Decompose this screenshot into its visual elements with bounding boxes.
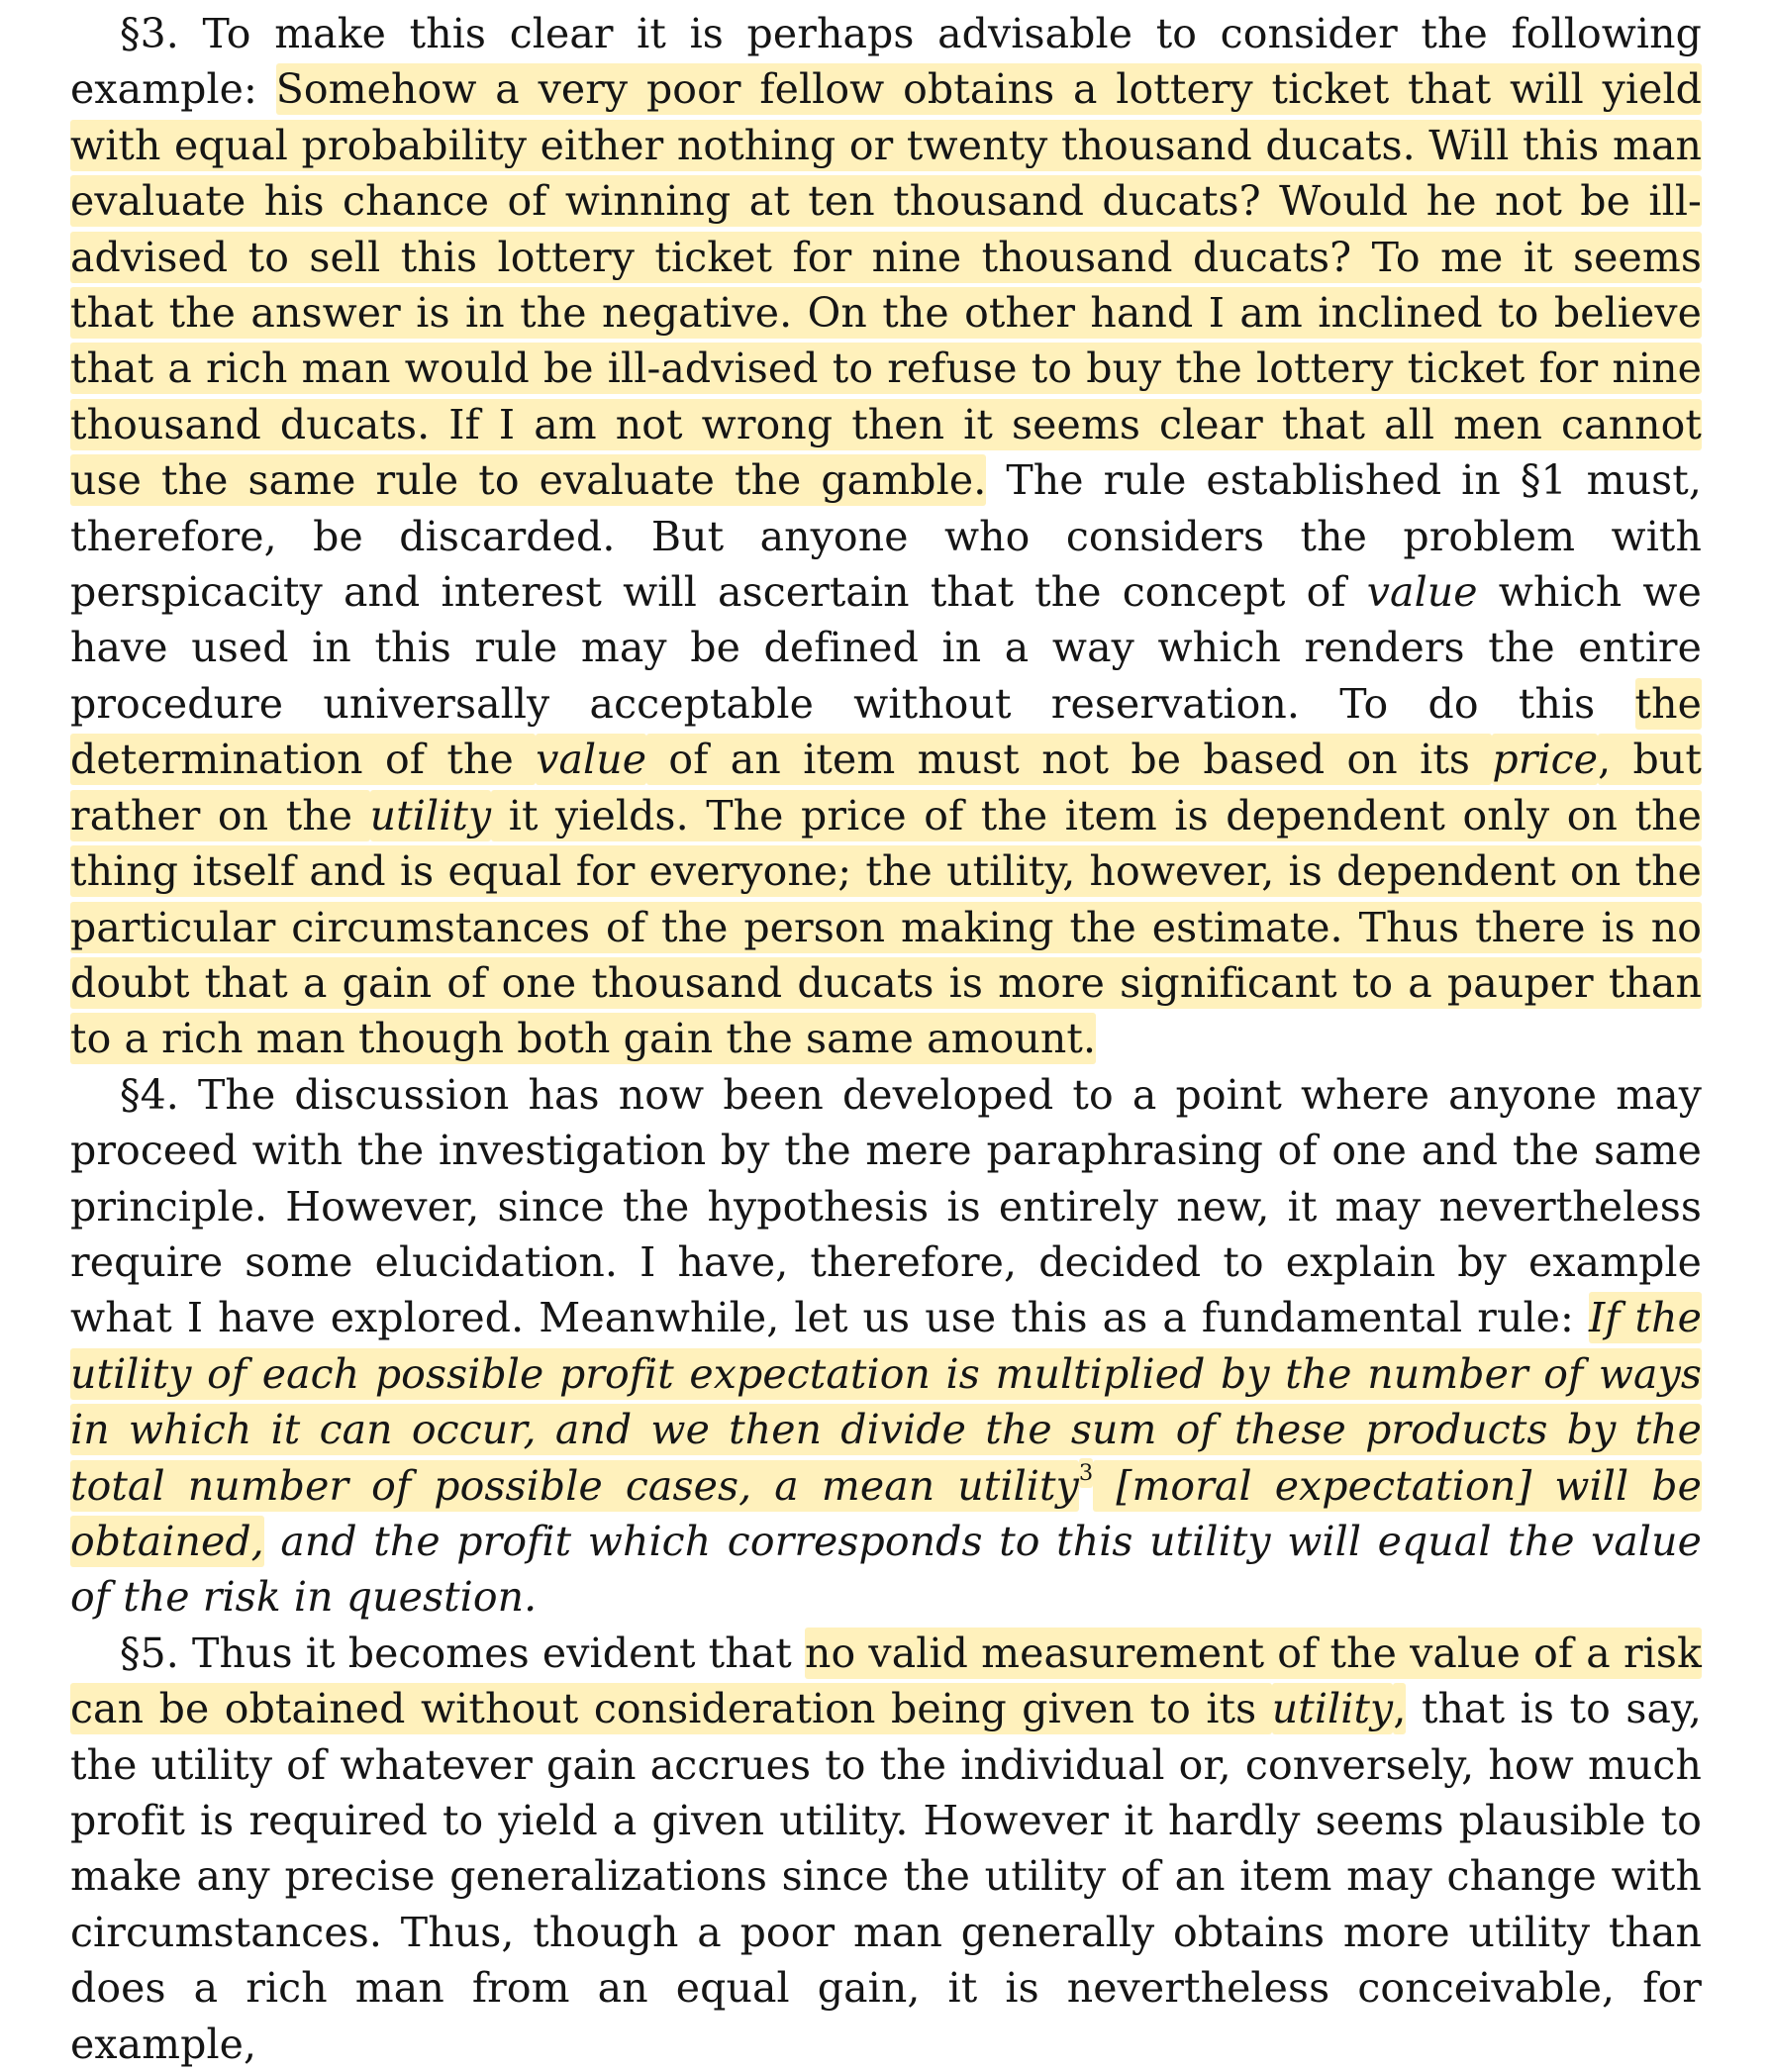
body-text: which we have used in this rule may be defined in a way which renders the entire procedure universally acceptable without reservation. To do this bbox=[70, 568, 1702, 728]
highlighted-text: utility bbox=[369, 791, 492, 839]
highlighted-text: it yields. The price of the item is dependent only on the thing itself and is equal for everyone; the utility, however, is dependent on the particular circumstances of the person making the estimate. Thus there is no doubt that a gain of one thousand ducats is more significant to a pauper than to a rich man though both gain the same amount. bbox=[70, 791, 1702, 1063]
footnote-marker: 3 bbox=[1078, 1460, 1094, 1487]
highlighted-text: [moral expectation] will be obtained, bbox=[70, 1461, 1702, 1565]
highlighted-text: utility bbox=[1271, 1685, 1394, 1733]
highlighted-text: Somehow a very poor fellow obtains a lottery ticket that will yield with equal probability either nothing or twenty thousand ducats. Will this man evaluate his chance of winning at ten thousand ducats? Would he not be ill-advised to sell this lottery ticket for nine thousand ducats? To me it seems that the answer is in the negative. On the other hand I am inclined to believe that a rich man would be ill-advised to refuse to buy the lottery ticket for nine thousand ducats. If I am not wrong then it seems clear that all men cannot use the same rule to evaluate the gamble. bbox=[70, 65, 1703, 505]
body-text: The rule established in §1 must, therefore, be discarded. But anyone who considers the problem with perspicacity and interest will ascertain that the concept of bbox=[70, 456, 1703, 617]
highlighted-text: , bbox=[1393, 1685, 1407, 1733]
highlighted-text: If the utility of each possible profit expectation is multiplied by the number of ways in which it can occur, and we then divide the sum of these products by the total number of possible cases, a mean utility bbox=[70, 1294, 1702, 1510]
highlighted-text: no valid measurement of the value of a risk can be obtained without consideration being given to its bbox=[70, 1628, 1702, 1733]
highlighted-text: , but rather on the bbox=[70, 736, 1702, 839]
body-text: §4. The discussion has now been developed to a point where anyone may proceed with the investigation by the mere paraphrasing of one and the same principle. However, since the hypothesis is entirely new, it may nevertheless require some elucidation. I have, therefore, decided to explain by example what I have explored. Meanwhile, let us use this as a fundamental rule: bbox=[70, 1070, 1702, 1342]
body-text: that is to say, the utility of whatever gain accrues to the individual or, conversely, how much profit is required to yield a given utility. However it hardly seems plausible to make any precise generalizations since the utility of an item may change with circumstances. Thus, though a poor man generally obtains more utility than does a rich man from an equal gain, it is nevertheless conceivable, for example, bbox=[70, 1685, 1702, 2068]
paragraph-s3 bbox=[70, 6, 1702, 1067]
highlighted-text: price bbox=[1492, 736, 1599, 784]
highlighted-text: of an item must not be based on its bbox=[646, 736, 1493, 784]
highlighted-text: value bbox=[536, 736, 647, 784]
paragraph-s4 bbox=[70, 1067, 1702, 1626]
highlighted-text: the determination of the bbox=[70, 679, 1702, 784]
paragraph-s5 bbox=[70, 1626, 1702, 2072]
body-text: value bbox=[1366, 568, 1478, 617]
body-text: §5. Thus it becomes evident that bbox=[120, 1628, 805, 1677]
body-text: §3. To make this clear it is perhaps advisable to consider the following example: bbox=[70, 10, 1702, 114]
body-text: and the profit which corresponds to this utility will equal the value of the risk in question. bbox=[70, 1517, 1702, 1622]
